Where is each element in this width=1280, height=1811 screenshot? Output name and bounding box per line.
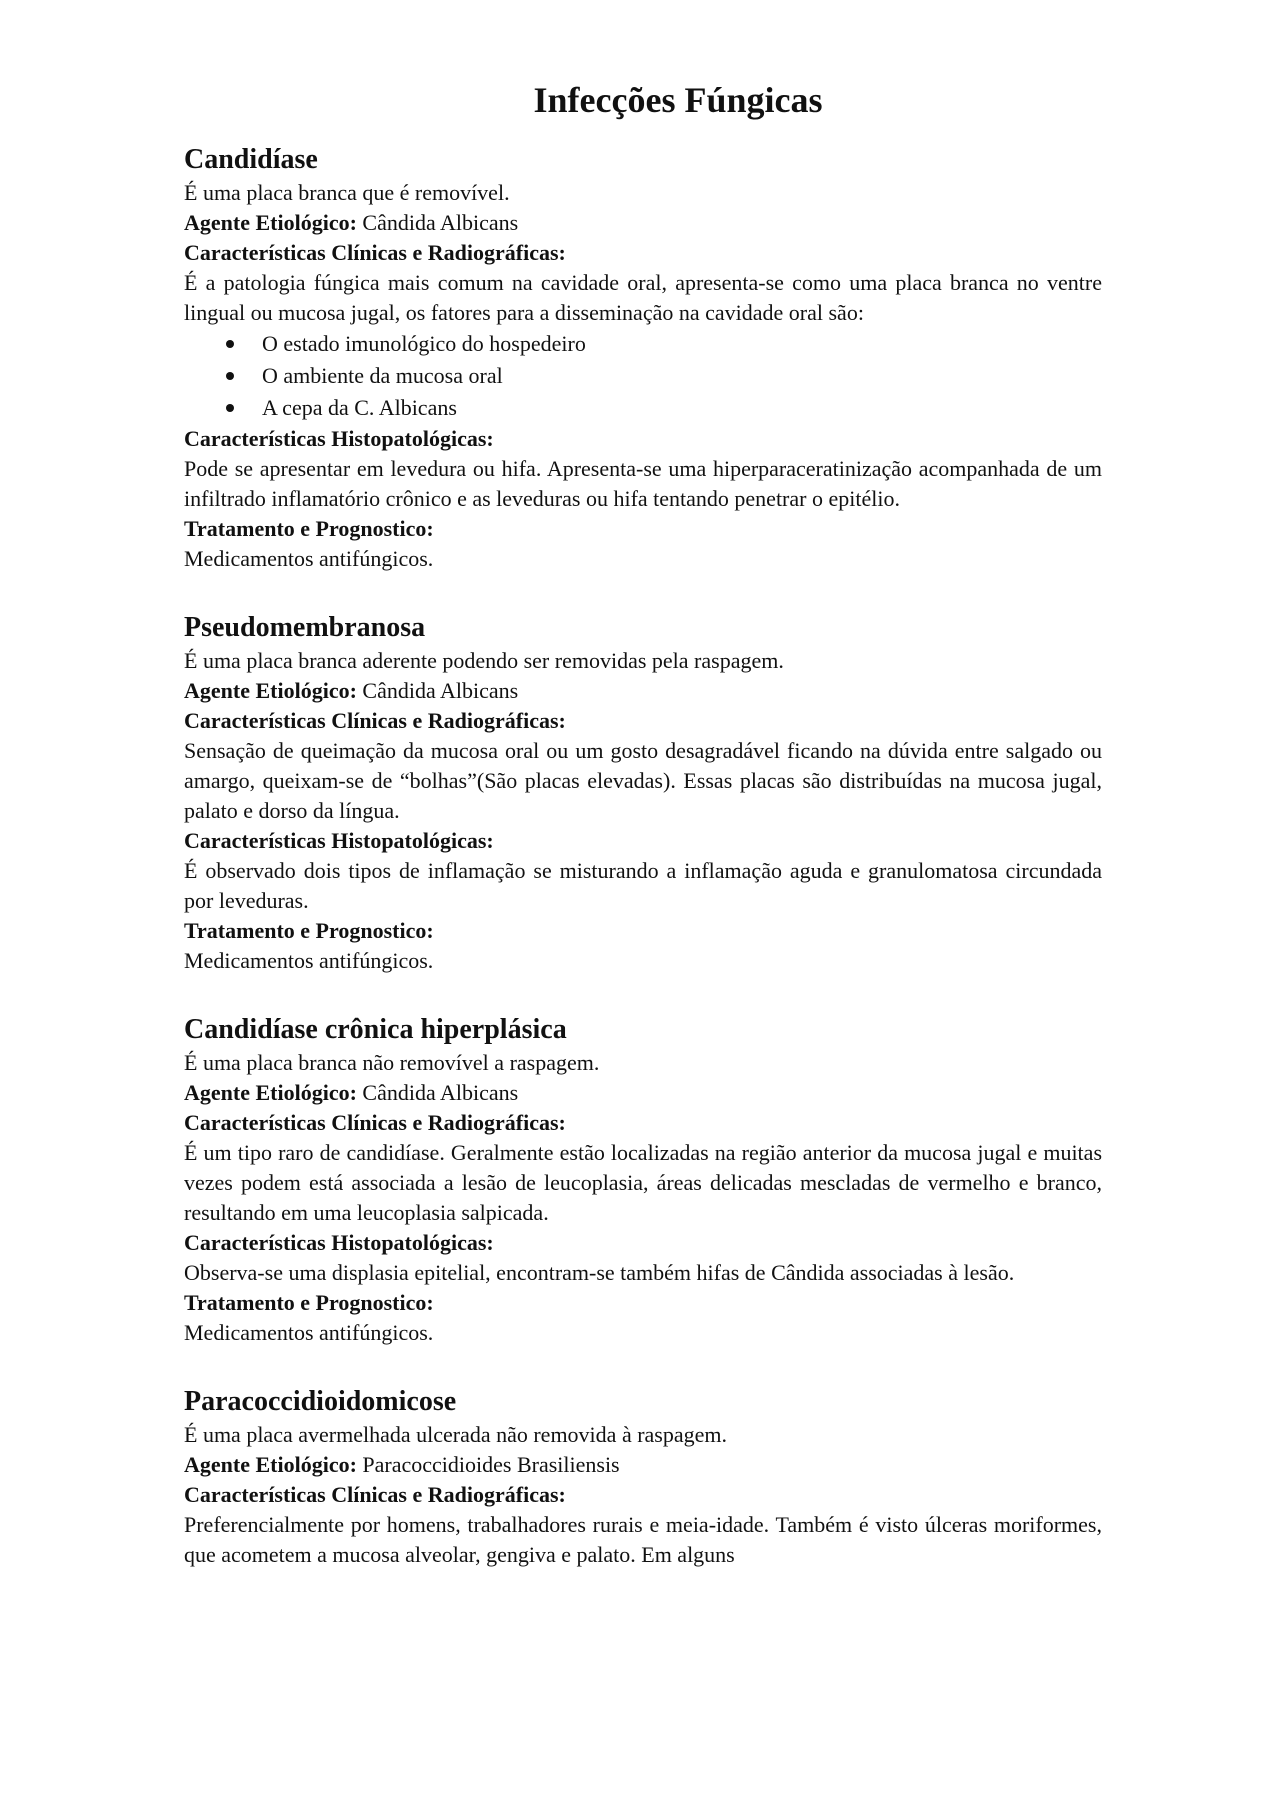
- section-title: Paracoccidioidomicose: [184, 1386, 457, 1417]
- etiologic-agent-value: Paracoccidioides Brasiliensis: [356, 1452, 620, 1477]
- section-candidiase-cronica: [184, 1012, 1102, 1348]
- section-candidiase: [184, 142, 1102, 574]
- section-intro: É uma placa avermelhada ulcerada não removida à raspagem.: [184, 1422, 727, 1447]
- list-item: [226, 392, 1102, 424]
- section-title: Pseudomembranosa: [184, 612, 426, 643]
- section-intro: É uma placa branca que é removível.: [184, 180, 510, 205]
- clinical-text: É a patologia fúngica mais comum na cavidade oral, apresenta-se como uma placa branca no ventre lingual ou mucosa jugal, os fatores para a disseminação na cavidade oral são:: [184, 270, 1102, 325]
- clinical-text: Sensação de queimação da mucosa oral ou um gosto desagradável ficando na dúvida entre salgado ou amargo, queixam-se de “bolhas”(São placas elevadas). Essas placas são distribuídas na mucosa jugal, palato e dorso da língua.: [184, 738, 1102, 823]
- histo-text: É observado dois tipos de inflamação se misturando a inflamação aguda e granulomatosa circundada por leveduras.: [184, 858, 1102, 913]
- etiologic-agent-value: Cândida Albicans: [356, 1080, 519, 1105]
- clinical-label: Características Clínicas e Radiográficas:: [184, 240, 566, 265]
- etiologic-agent-label: Agente Etiológico:: [184, 210, 357, 235]
- section-pseudomembranosa: [184, 610, 1102, 976]
- treatment-text: Medicamentos antifúngicos.: [184, 1320, 434, 1345]
- treatment-text: Medicamentos antifúngicos.: [184, 948, 434, 973]
- etiologic-agent-value: Cândida Albicans: [356, 678, 519, 703]
- treatment-text: Medicamentos antifúngicos.: [184, 546, 434, 571]
- document-title: Infecções Fúngicas: [533, 80, 823, 120]
- document-page: [184, 78, 1102, 1606]
- list-item-text: O estado imunológico do hospedeiro: [262, 331, 586, 356]
- histo-label: Características Histopatológicas:: [184, 828, 494, 853]
- etiologic-agent-value: Cândida Albicans: [356, 210, 519, 235]
- histo-label: Características Histopatológicas:: [184, 426, 494, 451]
- list-item-text: O ambiente da mucosa oral: [262, 363, 503, 388]
- clinical-label: Características Clínicas e Radiográficas:: [184, 708, 566, 733]
- list-item-text: A cepa da C. Albicans: [262, 395, 457, 420]
- etiologic-agent: [184, 208, 1102, 238]
- bullet-icon: [226, 340, 234, 348]
- list-item: [226, 360, 1102, 392]
- clinical-label: Características Clínicas e Radiográficas:: [184, 1110, 566, 1135]
- clinical-label: Características Clínicas e Radiográficas:: [184, 1482, 566, 1507]
- etiologic-agent-label: Agente Etiológico:: [184, 1080, 357, 1105]
- factors-list: [184, 328, 1102, 424]
- section-intro: É uma placa branca aderente podendo ser removidas pela raspagem.: [184, 648, 784, 673]
- etiologic-agent-label: Agente Etiológico:: [184, 678, 357, 703]
- treatment-label: Tratamento e Prognostico:: [184, 1290, 434, 1315]
- section-title: Candidíase: [184, 144, 318, 175]
- section-intro: É uma placa branca não removível a raspagem.: [184, 1050, 600, 1075]
- bullet-icon: [226, 372, 234, 380]
- section-paracoccidioidomicose: [184, 1384, 1102, 1570]
- clinical-text: Preferencialmente por homens, trabalhadores rurais e meia-idade. Também é visto úlceras moriformes, que acometem a mucosa alveolar, gengiva e palato. Em alguns: [184, 1512, 1102, 1567]
- clinical-text: É um tipo raro de candidíase. Geralmente estão localizadas na região anterior da mucosa jugal e muitas vezes podem está associada a lesão de leucoplasia, áreas delicadas mescladas de vermelho e branco, resultando em uma leucoplasia salpicada.: [184, 1140, 1102, 1225]
- histo-label: Características Histopatológicas:: [184, 1230, 494, 1255]
- etiologic-agent: [184, 676, 1102, 706]
- treatment-label: Tratamento e Prognostico:: [184, 516, 434, 541]
- section-title: Candidíase crônica hiperplásica: [184, 1014, 567, 1045]
- histo-text: Observa-se uma displasia epitelial, encontram-se também hifas de Cândida associadas à lesão.: [184, 1260, 1015, 1285]
- etiologic-agent: [184, 1078, 1102, 1108]
- etiologic-agent-label: Agente Etiológico:: [184, 1452, 357, 1477]
- list-item: [226, 328, 1102, 360]
- treatment-label: Tratamento e Prognostico:: [184, 918, 434, 943]
- histo-text: Pode se apresentar em levedura ou hifa. Apresenta-se uma hiperparaceratinização acompanhada de um infiltrado inflamatório crônico e as leveduras ou hifa tentando penetrar o epitélio.: [184, 456, 1102, 511]
- etiologic-agent: [184, 1450, 1102, 1480]
- bullet-icon: [226, 404, 234, 412]
